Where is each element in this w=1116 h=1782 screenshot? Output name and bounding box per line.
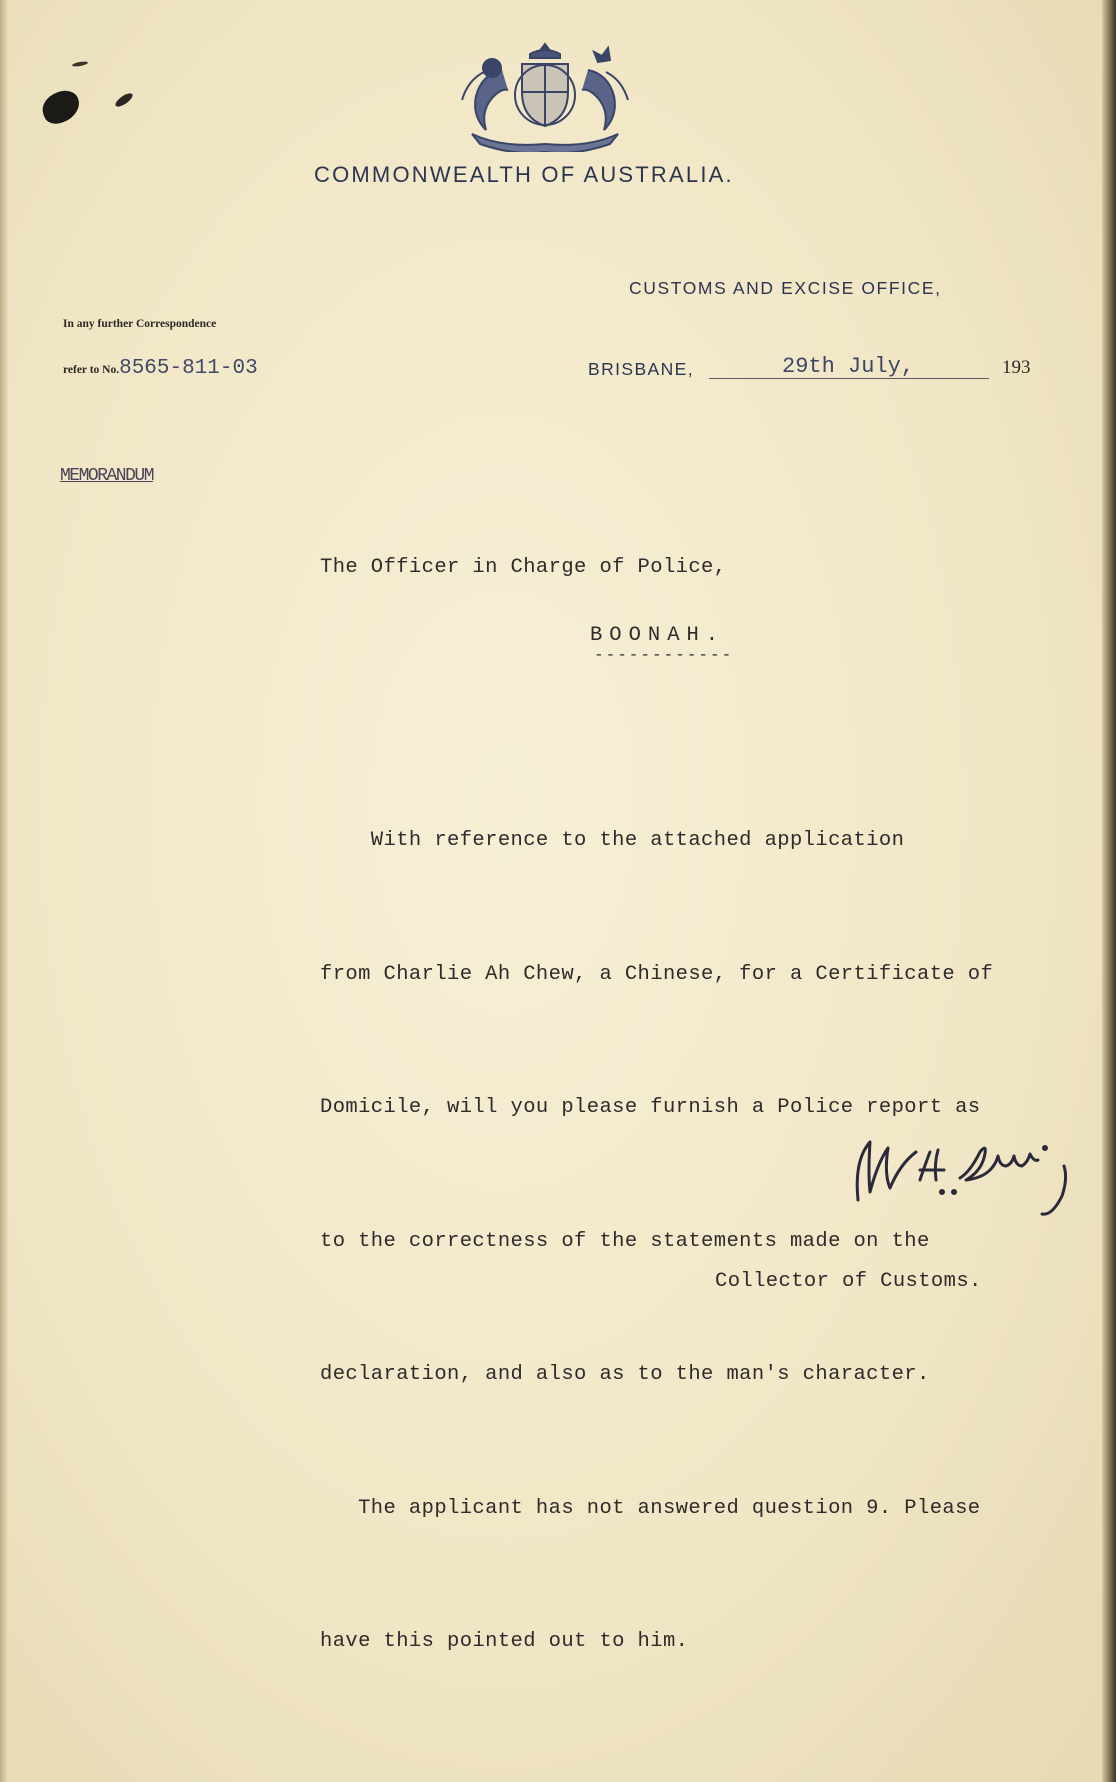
coat-of-arms-icon (452, 40, 638, 152)
body-line: With reference to the attached application (320, 829, 905, 852)
addressee-line: The Officer in Charge of Police, (320, 556, 727, 579)
year-value: 193 (1002, 357, 1031, 378)
body-line: from Charlie Ah Chew, a Chinese, for a Certificate of (320, 962, 994, 986)
body-text (320, 730, 1080, 1754)
body-line: The applicant has not answered question 9. Please (320, 1496, 981, 1520)
city-label: BRISBANE, (588, 359, 694, 379)
refer-prefix: refer to No. (63, 364, 120, 376)
paper-edge-right (1102, 0, 1116, 1782)
body-line: have this pointed out to him. (320, 1630, 689, 1653)
ink-blot (114, 91, 135, 109)
body-line: to the correctness of the statements made on the (320, 1229, 930, 1253)
signature-icon (850, 1130, 1100, 1230)
ink-blot (72, 61, 88, 68)
correspondence-note: In any further Correspondence (63, 318, 217, 330)
letterhead-title: COMMONWEALTH OF AUSTRALIA. (314, 162, 734, 187)
place-underline: ------------ (594, 646, 734, 664)
date-value: 29th July, (782, 354, 915, 379)
body-line: Domicile, will you please furnish a Police report as (320, 1096, 981, 1119)
addressee-place: BOONAH. (590, 624, 726, 647)
paper-edge-left (0, 0, 8, 1782)
ink-blot (38, 86, 84, 127)
signoff-title: Collector of Customs. (715, 1270, 982, 1293)
body-line: declaration, and also as to the man's character. (320, 1363, 930, 1386)
reference-line (63, 357, 258, 380)
reference-number: 8565-811-03 (119, 357, 258, 380)
office-name: CUSTOMS AND EXCISE OFFICE, (629, 278, 942, 298)
memo-heading: MEMORANDUM (60, 466, 154, 486)
